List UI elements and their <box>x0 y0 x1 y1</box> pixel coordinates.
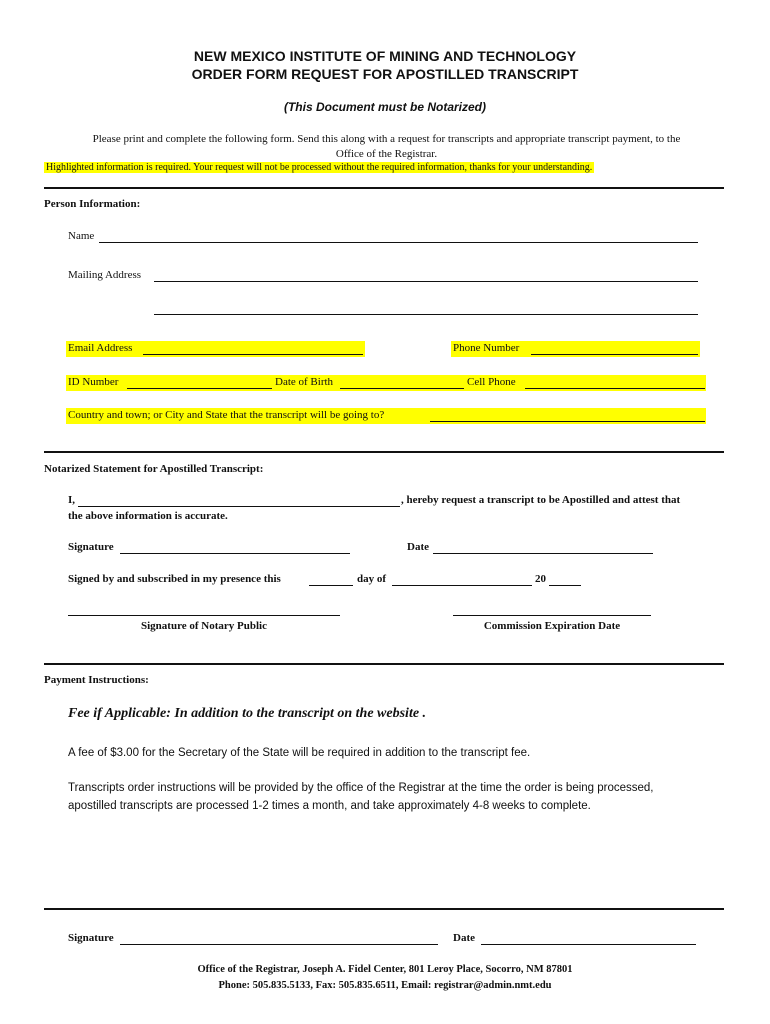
commission-date-field[interactable] <box>453 615 651 616</box>
attest-text-2: the above information is accurate. <box>68 510 228 522</box>
order-text-1: Transcripts order instructions will be provided by the office of the Registrar at the time the order is being processed, <box>68 782 654 794</box>
form-title: ORDER FORM REQUEST FOR APOSTILLED TRANSCRIPT <box>191 66 579 82</box>
divider <box>44 187 724 189</box>
year-field[interactable] <box>549 585 581 586</box>
cell-phone-field[interactable] <box>525 388 705 389</box>
order-instructions <box>68 779 728 815</box>
id-number-field[interactable] <box>127 388 272 389</box>
bottom-signature-field[interactable] <box>120 944 438 945</box>
divider <box>44 451 724 453</box>
email-field[interactable] <box>143 354 363 355</box>
commission-date-label: Commission Expiration Date <box>483 620 621 632</box>
intro-text <box>44 132 729 162</box>
person-info-heading: Person Information: <box>44 198 141 210</box>
signature-label: Signature <box>68 541 114 553</box>
notary-signature-label: Signature of Notary Public <box>141 620 267 632</box>
mailing-address-label: Mailing Address <box>68 269 142 281</box>
date-label: Date <box>407 541 429 553</box>
fee-heading: Fee if Applicable: In addition to the transcript on the website . <box>68 706 427 721</box>
month-field[interactable] <box>392 585 532 586</box>
country-label: Country and town; or City and State that the transcript will be going to? <box>68 409 385 421</box>
day-of-text: day of <box>357 573 387 585</box>
footer-contact: Phone: 505.835.5133, Fax: 505.835.6511, Email: registrar@admin.nmt.edu <box>218 980 552 991</box>
document-title: NEW MEXICO INSTITUTE OF MINING AND TECHNOLOGY <box>193 48 577 64</box>
id-number-label: ID Number <box>68 376 119 388</box>
phone-label: Phone Number <box>453 342 520 354</box>
day-field[interactable] <box>309 585 353 586</box>
attestor-name-field[interactable] <box>78 506 400 507</box>
mailing-address-field-2[interactable] <box>154 314 698 315</box>
phone-field[interactable] <box>531 354 698 355</box>
signature-field[interactable] <box>120 553 350 554</box>
country-field[interactable] <box>430 421 705 422</box>
cell-phone-label: Cell Phone <box>467 376 516 388</box>
i-label: I, <box>68 494 76 506</box>
email-label: Email Address <box>68 342 133 354</box>
bottom-date-label: Date <box>453 932 475 944</box>
divider <box>44 908 724 910</box>
order-text-2: apostilled transcripts are processed 1-2 times a month, and take approximately 4-8 weeks to complete. <box>68 800 591 812</box>
mailing-address-field[interactable] <box>154 281 698 282</box>
fee-text: A fee of $3.00 for the Secretary of the State will be required in addition to the transcript fee. <box>68 747 531 759</box>
date-of-birth-label: Date of Birth <box>275 376 334 388</box>
notarized-heading: Notarized Statement for Apostilled Transcript: <box>44 463 264 475</box>
intro-line-2: Office of the Registrar. <box>335 148 438 160</box>
bottom-date-field[interactable] <box>481 944 696 945</box>
date-field[interactable] <box>433 553 653 554</box>
payment-heading: Payment Instructions: <box>44 674 149 686</box>
notarized-note: (This Document must be Notarized) <box>283 100 486 114</box>
footer-address: Office of the Registrar, Joseph A. Fidel Center, 801 Leroy Place, Socorro, NM 87801 <box>197 964 573 975</box>
divider <box>44 663 724 665</box>
required-highlight-note: Highlighted information is required. Your request will not be processed without the required information, thanks for your understanding. <box>46 162 593 173</box>
year-prefix: 20 <box>535 573 546 585</box>
name-field[interactable] <box>99 242 698 243</box>
signed-by-text: Signed by and subscribed in my presence this <box>68 573 281 585</box>
intro-line-1: Please print and complete the following form. Send this along with a request for transcripts and appropriate transcript payment, to the <box>92 133 681 145</box>
bottom-signature-label: Signature <box>68 932 114 944</box>
date-of-birth-field[interactable] <box>340 388 464 389</box>
name-label: Name <box>68 230 95 242</box>
notary-signature-field[interactable] <box>68 615 340 616</box>
attest-text: , hereby request a transcript to be Apostilled and attest that <box>401 494 681 506</box>
